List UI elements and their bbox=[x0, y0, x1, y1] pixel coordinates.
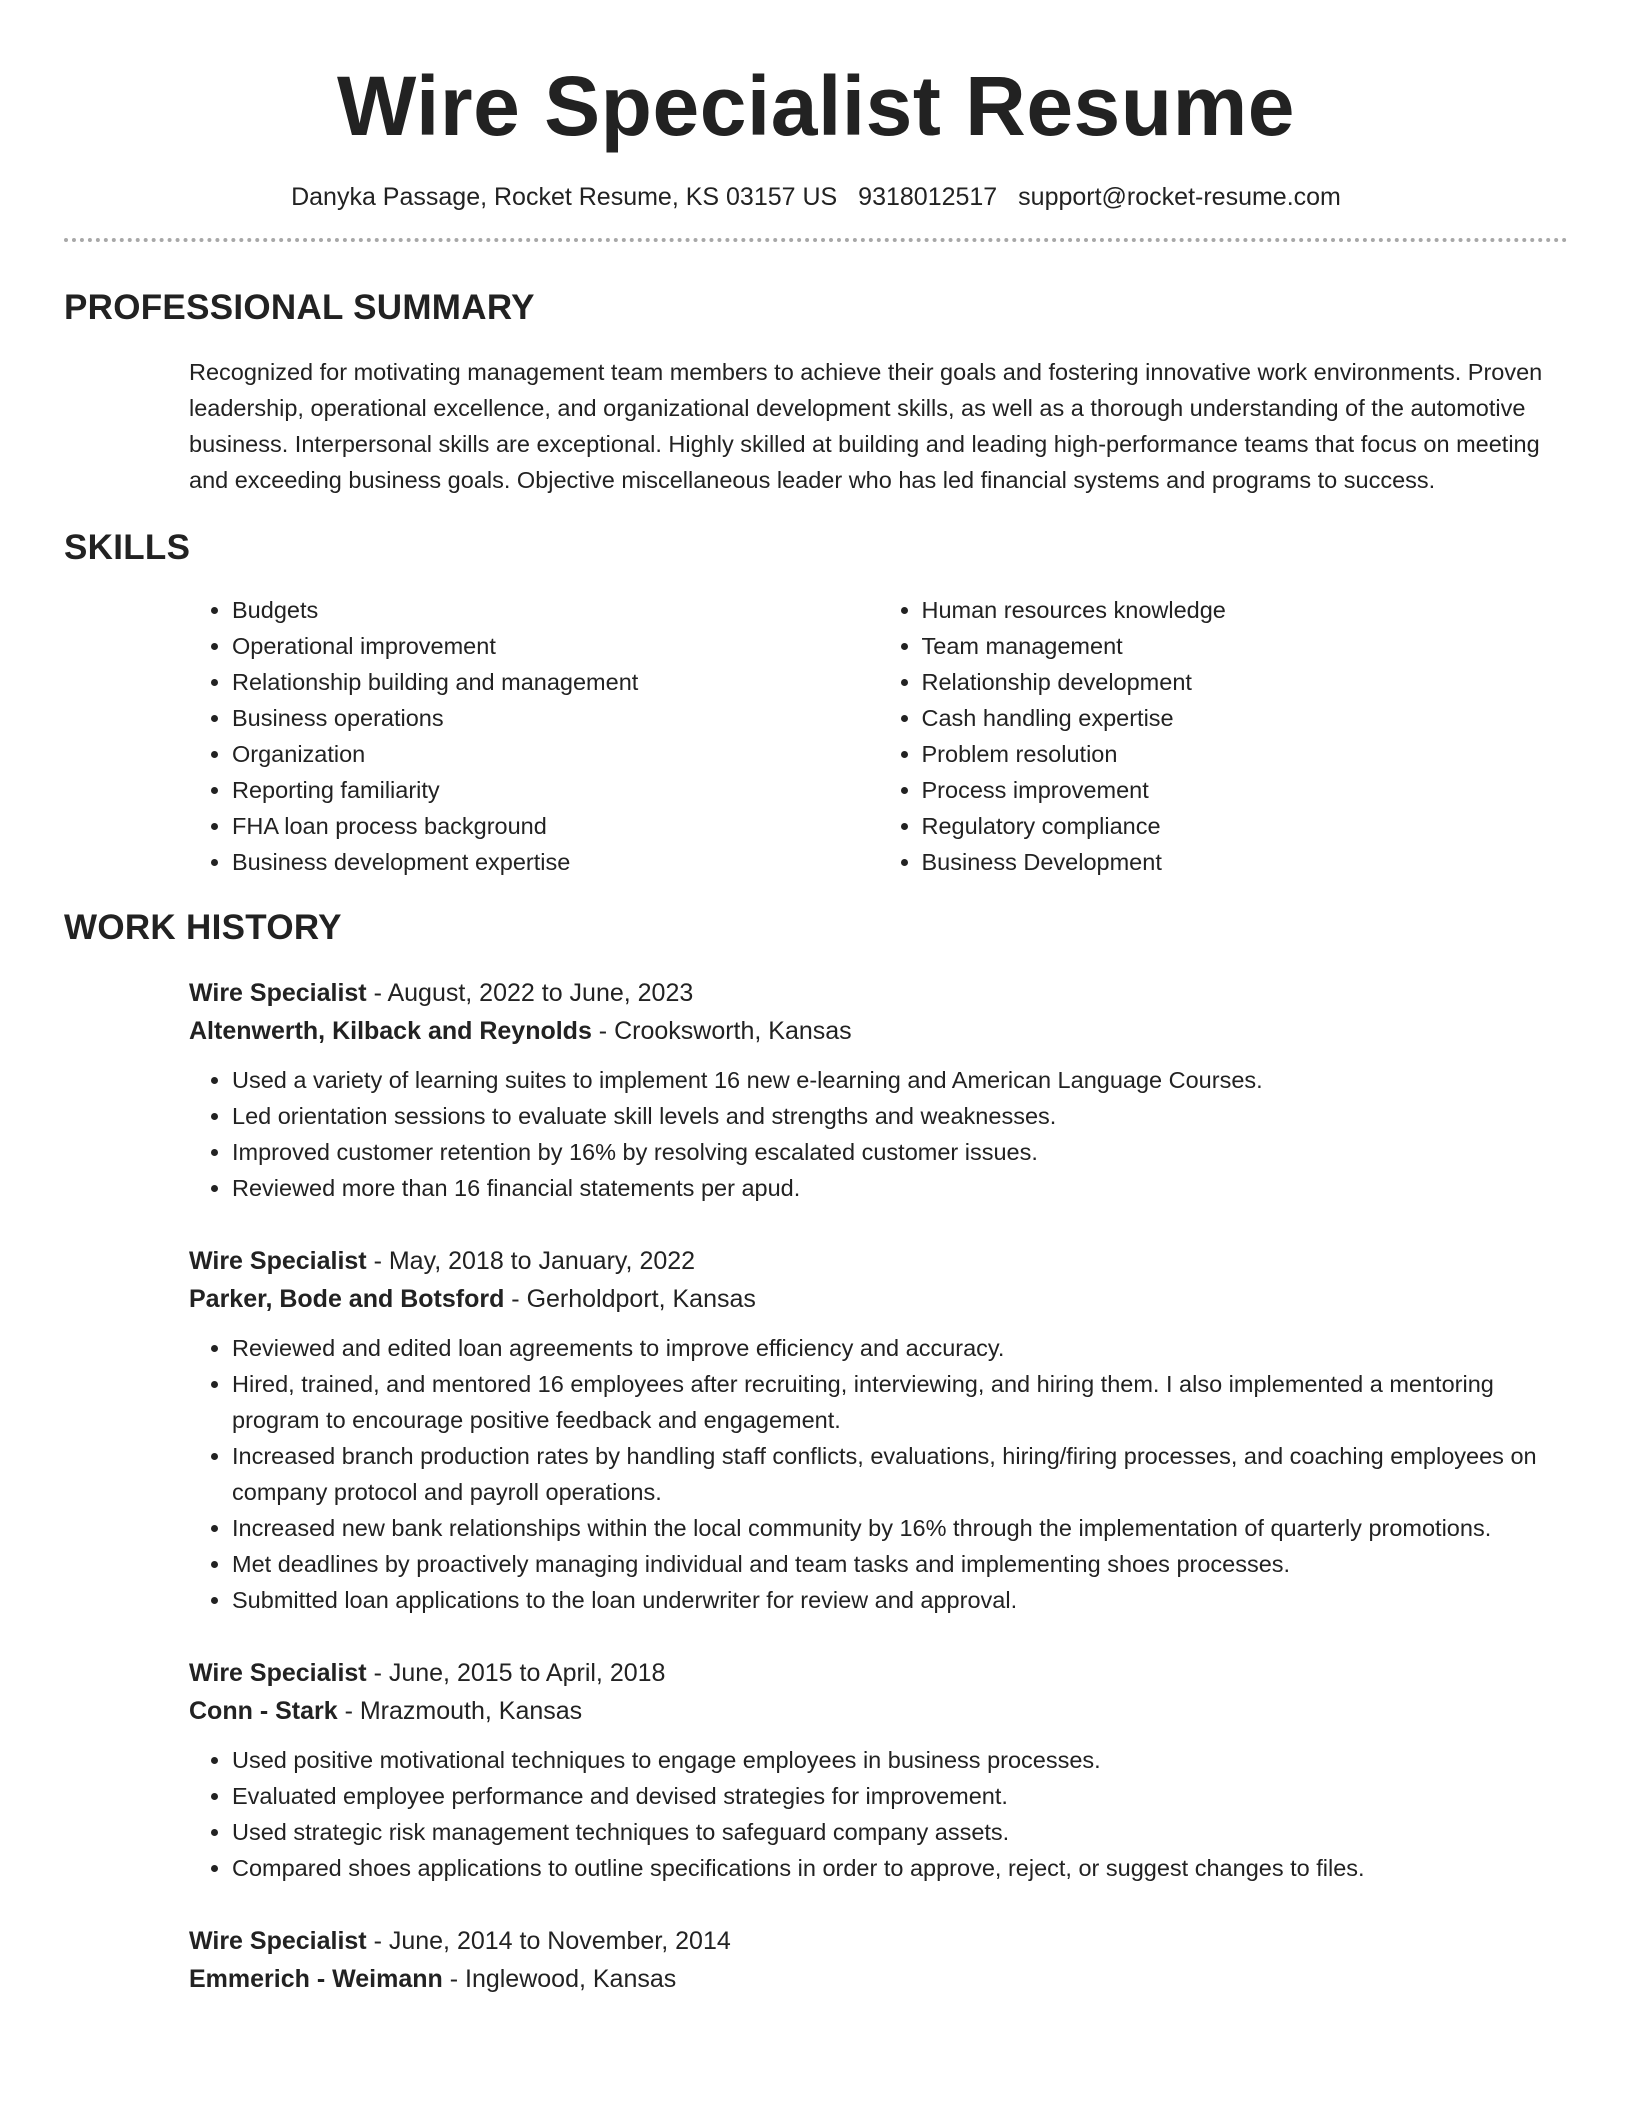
job-bullet: • Reviewed more than 16 financial statements per apud. bbox=[232, 1170, 1568, 1206]
job-entry bbox=[189, 1922, 1568, 1998]
skill-item: • Relationship development bbox=[922, 664, 1569, 700]
job-location: - Crooksworth, Kansas bbox=[591, 1017, 852, 1045]
dotted-divider bbox=[64, 238, 1568, 242]
job-company: Conn - Stark bbox=[189, 1697, 338, 1725]
job-dates: - August, 2022 to June, 2023 bbox=[366, 979, 694, 1007]
job-location: - Mrazmouth, Kansas bbox=[337, 1697, 583, 1725]
job-bullet: • Led orientation sessions to evaluate skill levels and strengths and weaknesses. bbox=[232, 1098, 1568, 1134]
skills-grid bbox=[189, 592, 1568, 880]
job-company: Emmerich - Weimann bbox=[189, 1965, 443, 1993]
job-title-line bbox=[189, 974, 1568, 1012]
skill-item: • Operational improvement bbox=[232, 628, 879, 664]
skill-item: • Team management bbox=[922, 628, 1569, 664]
work-history-heading: WORK HISTORY bbox=[64, 908, 342, 947]
skill-item: • Process improvement bbox=[922, 772, 1569, 808]
job-entry bbox=[189, 1654, 1568, 1886]
job-title-line bbox=[189, 1922, 1568, 1960]
skill-item: • Regulatory compliance bbox=[922, 808, 1569, 844]
job-company-line bbox=[189, 1280, 1568, 1318]
job-title: Wire Specialist bbox=[189, 1247, 367, 1275]
skill-item: • Business operations bbox=[232, 700, 879, 736]
job-bullets bbox=[189, 1742, 1568, 1886]
summary-heading: PROFESSIONAL SUMMARY bbox=[64, 288, 535, 327]
job-dates: - May, 2018 to January, 2022 bbox=[366, 1247, 696, 1275]
job-bullet: • Evaluated employee performance and devised strategies for improvement. bbox=[232, 1778, 1568, 1814]
job-bullets bbox=[189, 1062, 1568, 1206]
job-company-line bbox=[189, 1960, 1568, 1998]
skill-item: • Organization bbox=[232, 736, 879, 772]
contact-phone: 9318012517 bbox=[858, 183, 998, 211]
job-bullet: • Used strategic risk management techniques to safeguard company assets. bbox=[232, 1814, 1568, 1850]
contact-line bbox=[64, 180, 1568, 214]
skills-list-right bbox=[879, 592, 1569, 880]
job-bullet: • Improved customer retention by 16% by resolving escalated customer issues. bbox=[232, 1134, 1568, 1170]
skill-item: • Business development expertise bbox=[232, 844, 879, 880]
job-bullet: • Used a variety of learning suites to implement 16 new e-learning and American Language Courses. bbox=[232, 1062, 1568, 1098]
job-location: - Gerholdport, Kansas bbox=[504, 1285, 756, 1313]
skill-item: • Reporting familiarity bbox=[232, 772, 879, 808]
job-dates: - June, 2014 to November, 2014 bbox=[366, 1927, 731, 1955]
job-bullet: • Submitted loan applications to the loan underwriter for review and approval. bbox=[232, 1582, 1568, 1618]
job-dates: - June, 2015 to April, 2018 bbox=[366, 1659, 666, 1687]
job-entry bbox=[189, 1242, 1568, 1618]
job-title: Wire Specialist bbox=[189, 979, 367, 1007]
summary-text: Recognized for motivating management team members to achieve their goals and fostering innovative work environments. Proven leadership, operational excellence, and organizational development skills, as well as a thorough understanding of the automotive business. Interpersonal skills are exceptional. Highly skilled at building and leading high-performance teams that focus on meeting and exceeding business goals. Objective miscellaneous leader who has led financial systems and programs to success. bbox=[189, 359, 1543, 493]
skill-item: • Human resources knowledge bbox=[922, 592, 1569, 628]
skill-item: • Problem resolution bbox=[922, 736, 1569, 772]
job-company: Altenwerth, Kilback and Reynolds bbox=[189, 1017, 592, 1045]
job-bullet: • Increased branch production rates by handling staff conflicts, evaluations, hiring/firing processes, and coaching employees on company protocol and payroll operations. bbox=[232, 1438, 1568, 1510]
job-title-line bbox=[189, 1242, 1568, 1280]
skill-item: • Cash handling expertise bbox=[922, 700, 1569, 736]
job-bullet: • Used positive motivational techniques to engage employees in business processes. bbox=[232, 1742, 1568, 1778]
job-company: Parker, Bode and Botsford bbox=[189, 1285, 505, 1313]
job-title-line bbox=[189, 1654, 1568, 1692]
job-bullets bbox=[189, 1330, 1568, 1618]
job-bullet: • Hired, trained, and mentored 16 employees after recruiting, interviewing, and hiring them. I also implemented a mentoring program to encourage positive feedback and engagement. bbox=[232, 1366, 1568, 1438]
job-bullet: • Increased new bank relationships within the local community by 16% through the implementation of quarterly promotions. bbox=[232, 1510, 1568, 1546]
job-title: Wire Specialist bbox=[189, 1927, 367, 1955]
job-entry bbox=[189, 974, 1568, 1206]
job-company-line bbox=[189, 1692, 1568, 1730]
skills-heading: SKILLS bbox=[64, 528, 191, 567]
contact-address: Danyka Passage, Rocket Resume, KS 03157 US bbox=[291, 183, 838, 211]
job-bullet: • Compared shoes applications to outline specifications in order to approve, reject, or suggest changes to files. bbox=[232, 1850, 1568, 1886]
job-title: Wire Specialist bbox=[189, 1659, 367, 1687]
skill-item: • FHA loan process background bbox=[232, 808, 879, 844]
job-bullet: • Met deadlines by proactively managing individual and team tasks and implementing shoes processes. bbox=[232, 1546, 1568, 1582]
job-bullet: • Reviewed and edited loan agreements to improve efficiency and accuracy. bbox=[232, 1330, 1568, 1366]
contact-email: support@rocket-resume.com bbox=[1018, 183, 1341, 211]
skill-item: • Business Development bbox=[922, 844, 1569, 880]
job-company-line bbox=[189, 1012, 1568, 1050]
skill-item: • Budgets bbox=[232, 592, 879, 628]
job-location: - Inglewood, Kansas bbox=[442, 1965, 677, 1993]
skills-list-left bbox=[189, 592, 879, 880]
page-title: Wire Specialist Resume bbox=[337, 59, 1295, 153]
skill-item: • Relationship building and management bbox=[232, 664, 879, 700]
